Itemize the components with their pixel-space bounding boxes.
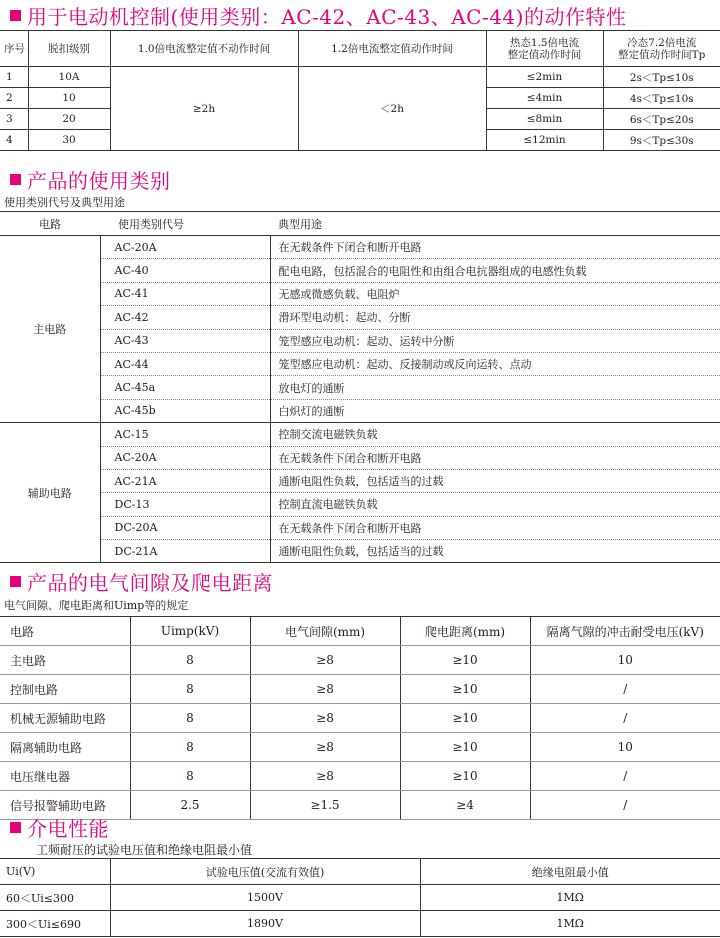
header-no: 序号 (0, 31, 28, 67)
cell-test-voltage: 1500V (110, 885, 420, 911)
table-header-row (0, 859, 720, 885)
square-bullet-icon (10, 10, 21, 21)
table-row (0, 67, 720, 88)
header-trip-level: 脱扣级别 (28, 31, 110, 67)
cell-use: 配电电路，包括混合的电阻性和由组合电抗器组成的电感性负载 (270, 259, 720, 282)
square-bullet-icon (10, 174, 21, 185)
header-ui: Ui(V) (0, 859, 110, 885)
header-circuit: 电路 (0, 617, 130, 646)
cell-level: 30 (28, 130, 110, 151)
cell-code: AC-45b (100, 399, 270, 422)
table-row (0, 885, 720, 911)
cell-circuit: 主电路 (0, 236, 100, 423)
header-use: 典型用途 (270, 212, 720, 236)
cell-code: AC-43 (100, 329, 270, 352)
cell-clearance: ≥8 (250, 762, 400, 791)
cell-isolation-voltage: / (530, 675, 720, 704)
cell-no: 4 (0, 130, 28, 151)
cell-isolation-voltage: / (530, 704, 720, 733)
cell-level: 10A (28, 67, 110, 88)
cell-uimp: 8 (130, 762, 250, 791)
cell-code: AC-21A (100, 469, 270, 492)
cell-code: AC-15 (100, 423, 270, 446)
cell-code: AC-40 (100, 259, 270, 282)
cell-use: 放电灯的通断 (270, 376, 720, 399)
table-row (0, 646, 720, 675)
cell-cold: 9s＜Tp≤30s (603, 130, 720, 151)
cell-clearance: ≥1.5 (250, 791, 400, 820)
cell-creepage: ≥10 (400, 704, 530, 733)
cell-hot: ≤2min (486, 67, 603, 88)
cell-cold: 4s＜Tp≤10s (603, 88, 720, 109)
cell-isolation-voltage: 10 (530, 733, 720, 762)
cell-circuit: 电压继电器 (0, 762, 130, 791)
table-row (0, 516, 720, 539)
cell-level: 20 (28, 109, 110, 130)
cell-use: 在无载条件下闭合和断开电路 (270, 236, 720, 259)
cell-uimp: 2.5 (130, 791, 250, 820)
square-bullet-icon (10, 822, 21, 833)
cell-code: AC-20A (100, 446, 270, 469)
cell-clearance: ≥8 (250, 646, 400, 675)
section-subtitle: 使用类别代号及典型用途 (4, 196, 125, 209)
dielectric-table (0, 858, 720, 937)
table-row (0, 329, 720, 352)
cell-isolation-voltage: / (530, 791, 720, 820)
table-header-row (0, 31, 720, 67)
cell-circuit: 主电路 (0, 646, 130, 675)
table-row (0, 306, 720, 329)
header-cold-time: 冷态7.2倍电流 整定值动作时间Tp (603, 31, 720, 67)
cell-use: 在无载条件下闭合和断开电路 (270, 446, 720, 469)
header-uimp: Uimp(kV) (130, 617, 250, 646)
cell-insulation: 1MΩ (420, 911, 720, 937)
cell-clearance: ≥8 (250, 733, 400, 762)
header-code: 使用类别代号 (100, 212, 270, 236)
cell-use: 控制直流电磁铁负载 (270, 493, 720, 516)
table-row (0, 675, 720, 704)
cell-creepage: ≥4 (400, 791, 530, 820)
table-row (0, 282, 720, 305)
cell-use: 白炽灯的通断 (270, 399, 720, 422)
cell-use: 笼型感应电动机：起动、运转中分断 (270, 329, 720, 352)
cell-no: 3 (0, 109, 28, 130)
cell-hot: ≤4min (486, 88, 603, 109)
cell-code: AC-41 (100, 282, 270, 305)
cell-creepage: ≥10 (400, 762, 530, 791)
table-row (0, 540, 720, 563)
cell-cold: 2s＜Tp≤10s (603, 67, 720, 88)
header-hot-time: 热态1.5倍电流 整定值动作时间 (486, 31, 603, 67)
section-heading-action-characteristics: 用于电动机控制(使用类别：AC-42、AC-43、AC-44)的动作特性 (0, 0, 626, 30)
table-row (0, 446, 720, 469)
cell-ui: 300＜Ui≤690 (0, 911, 110, 937)
cell-use: 通断电阻性负载，包括适当的过载 (270, 540, 720, 563)
table-row (0, 376, 720, 399)
cell-use: 在无载条件下闭合和断开电路 (270, 516, 720, 539)
cell-uimp: 8 (130, 646, 250, 675)
header-insulation: 绝缘电阻最小值 (420, 859, 720, 885)
cell-clearance: ≥8 (250, 675, 400, 704)
header-trip-time: 1.2倍电流整定值动作时间 (298, 31, 486, 67)
cell-isolation-voltage: / (530, 762, 720, 791)
cell-creepage: ≥10 (400, 646, 530, 675)
cell-circuit: 辅助电路 (0, 423, 100, 563)
table-row (0, 493, 720, 516)
cell-uimp: 8 (130, 733, 250, 762)
cell-insulation: 1MΩ (420, 885, 720, 911)
cell-use: 控制交流电磁铁负载 (270, 423, 720, 446)
section-heading-dielectric: 介电性能 (0, 812, 109, 842)
table-row (0, 762, 720, 791)
cell-uimp: 8 (130, 675, 250, 704)
cell-isolation-voltage: 10 (530, 646, 720, 675)
clearance-table (0, 616, 720, 820)
cell-use: 无感或微感负载、电阻炉 (270, 282, 720, 305)
cell-circuit: 控制电路 (0, 675, 130, 704)
cell-code: AC-45a (100, 376, 270, 399)
cell-test-voltage: 1890V (110, 911, 420, 937)
table-row (0, 423, 720, 446)
cell-circuit: 隔离辅助电路 (0, 733, 130, 762)
header-creepage: 爬电距离(mm) (400, 617, 530, 646)
cell-circuit: 信号报警辅助电路 (0, 791, 130, 820)
cell-uimp: 8 (130, 704, 250, 733)
header-test-voltage: 试验电压值(交流有效值) (110, 859, 420, 885)
cell-no: 2 (0, 88, 28, 109)
cell-clearance: ≥8 (250, 704, 400, 733)
cell-no: 1 (0, 67, 28, 88)
cell-use: 通断电阻性负载，包括适当的过载 (270, 469, 720, 492)
cell-creepage: ≥10 (400, 733, 530, 762)
cell-code: AC-44 (100, 352, 270, 375)
cell-hot: ≤8min (486, 109, 603, 130)
section-heading-usage-category: 产品的使用类别 (0, 164, 171, 194)
section-heading-clearance: 产品的电气间隙及爬电距离 (0, 566, 273, 596)
table-row (0, 733, 720, 762)
table-row (0, 911, 720, 937)
cell-code: DC-21A (100, 540, 270, 563)
table-row (0, 399, 720, 422)
cell-code: AC-42 (100, 306, 270, 329)
cell-cold: 6s＜Tp≤20s (603, 109, 720, 130)
table-header-row (0, 617, 720, 646)
table-row (0, 259, 720, 282)
cell-ui: 60＜Ui≤300 (0, 885, 110, 911)
cell-code: DC-20A (100, 516, 270, 539)
table-row (0, 236, 720, 259)
header-no-trip-time: 1.0倍电流整定值不动作时间 (110, 31, 298, 67)
cell-level: 10 (28, 88, 110, 109)
cell-creepage: ≥10 (400, 675, 530, 704)
square-bullet-icon (10, 576, 21, 587)
cell-circuit: 机械无源辅助电路 (0, 704, 130, 733)
section-subtitle: 电气间隙、爬电距离和Uimp等的规定 (4, 599, 189, 612)
cell-code: DC-13 (100, 493, 270, 516)
section-subtitle: 工频耐压的试验电压值和绝缘电阻最小值 (36, 843, 253, 857)
header-circuit: 电路 (0, 212, 100, 236)
cell-hot: ≤12min (486, 130, 603, 151)
header-isolation-voltage: 隔离气隙的冲击耐受电压(kV) (530, 617, 720, 646)
table-row (0, 704, 720, 733)
cell-trip: ＜2h (298, 67, 486, 151)
cell-use: 笼型感应电动机：起动、反接制动或反向运转、点动 (270, 352, 720, 375)
cell-code: AC-20A (100, 236, 270, 259)
cell-no-trip: ≥2h (110, 67, 298, 151)
table-row (0, 469, 720, 492)
table-row (0, 352, 720, 375)
table-header-row (0, 212, 720, 236)
header-clearance: 电气间隙(mm) (250, 617, 400, 646)
usage-category-table (0, 211, 720, 563)
cell-use: 滑环型电动机：起动、分断 (270, 306, 720, 329)
action-characteristics-table (0, 30, 720, 151)
